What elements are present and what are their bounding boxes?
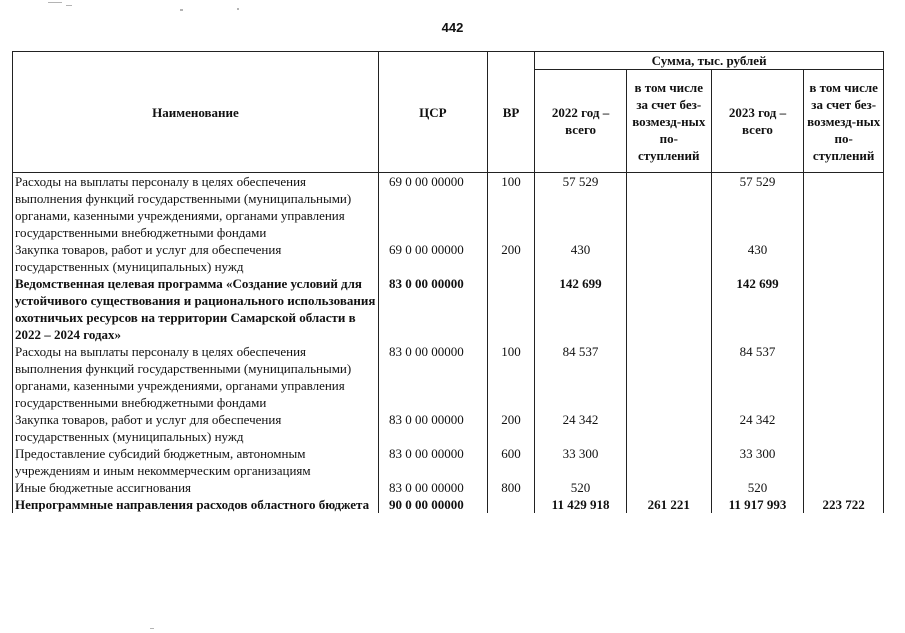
row-csr: 69 0 00 00000 [378, 173, 487, 242]
table-row [13, 173, 884, 242]
row-vr: 200 [487, 411, 534, 445]
row-csr: 83 0 00 00000 [378, 445, 487, 479]
table-row [13, 411, 884, 445]
row-2022-total: 520 [535, 479, 627, 496]
scan-artifact [66, 5, 72, 6]
row-2022-gratis: 261 221 [626, 496, 711, 514]
row-name: Закупка товаров, работ и услуг для обеспечения государственных (муниципальных) нужд [13, 411, 379, 445]
table-row [13, 479, 884, 496]
row-2022-gratis [626, 343, 711, 411]
row-2022-total: 84 537 [535, 343, 627, 411]
row-2023-total: 430 [711, 241, 804, 275]
row-vr: 100 [487, 173, 534, 242]
table-row [13, 445, 884, 479]
row-vr: 100 [487, 343, 534, 411]
row-2022-gratis [626, 445, 711, 479]
row-2022-total: 57 529 [535, 173, 627, 242]
row-name: Предоставление субсидий бюджетным, автономным учреждениям и иным некоммерческим организациям [13, 445, 379, 479]
table-row [13, 241, 884, 275]
row-vr [487, 496, 534, 514]
row-2022-gratis [626, 411, 711, 445]
row-2022-total: 430 [535, 241, 627, 275]
row-vr: 200 [487, 241, 534, 275]
header-name: Наименование [13, 52, 379, 173]
budget-table [12, 51, 884, 514]
row-csr: 69 0 00 00000 [378, 241, 487, 275]
row-name: Закупка товаров, работ и услуг для обеспечения государственных (муниципальных) нужд [13, 241, 379, 275]
row-2023-total: 33 300 [711, 445, 804, 479]
row-csr: 83 0 00 00000 [378, 343, 487, 411]
row-2023-total: 84 537 [711, 343, 804, 411]
row-2022-gratis [626, 241, 711, 275]
row-2023-gratis [804, 275, 884, 343]
row-2023-gratis [804, 173, 884, 242]
row-name: Расходы на выплаты персоналу в целях обеспечения выполнения функций государственными (муниципальными) органами, казенными учреждениями, органами управления государственными внебюджетными фондами [13, 343, 379, 411]
scan-artifact [48, 2, 62, 3]
row-2022-gratis [626, 173, 711, 242]
row-2022-total: 24 342 [535, 411, 627, 445]
row-vr [487, 275, 534, 343]
header-2022-gratis: в том числе за счет без-возмезд-ных по-ступлений [626, 70, 711, 173]
table-row [13, 496, 884, 514]
header-vr: ВР [487, 52, 534, 173]
header-csr: ЦСР [378, 52, 487, 173]
scan-artifact [237, 8, 239, 10]
row-name: Ведомственная целевая программа «Создание условий для устойчивого существования и рационального использования охотничьих ресурсов на территории Самарской области в 2022 – 2024 годах» [13, 275, 379, 343]
row-2023-gratis [804, 479, 884, 496]
row-2022-gratis [626, 479, 711, 496]
row-2023-gratis: 223 722 [804, 496, 884, 514]
row-2023-total: 11 917 993 [711, 496, 804, 514]
row-2023-total: 520 [711, 479, 804, 496]
row-vr: 800 [487, 479, 534, 496]
row-2023-gratis [804, 241, 884, 275]
row-2023-gratis [804, 343, 884, 411]
row-2023-gratis [804, 445, 884, 479]
page-number: 442 [441, 20, 464, 35]
row-2023-total: 57 529 [711, 173, 804, 242]
row-name: Расходы на выплаты персоналу в целях обеспечения выполнения функций государственными (муниципальными) органами, казенными учреждениями, органами управления государственными внебюджетными фондами [13, 173, 379, 242]
row-2023-gratis [804, 411, 884, 445]
row-2023-total: 142 699 [711, 275, 804, 343]
row-csr: 90 0 00 00000 [378, 496, 487, 514]
header-2022-total: 2022 год – всего [535, 70, 627, 173]
header-2023-gratis: в том числе за счет без-возмезд-ных по-ступлений [804, 70, 884, 173]
header-sum-group: Сумма, тыс. рублей [535, 52, 884, 70]
row-vr: 600 [487, 445, 534, 479]
row-2022-total: 142 699 [535, 275, 627, 343]
row-2022-total: 33 300 [535, 445, 627, 479]
row-name: Непрограммные направления расходов областного бюджета [13, 496, 379, 514]
header-2023-total: 2023 год – всего [711, 70, 804, 173]
table-row [13, 275, 884, 343]
row-csr: 83 0 00 00000 [378, 479, 487, 496]
row-csr: 83 0 00 00000 [378, 275, 487, 343]
table-row [13, 343, 884, 411]
row-2022-gratis [626, 275, 711, 343]
row-name: Иные бюджетные ассигнования [13, 479, 379, 496]
row-2023-total: 24 342 [711, 411, 804, 445]
scan-artifact [180, 9, 183, 11]
row-csr: 83 0 00 00000 [378, 411, 487, 445]
scan-artifact [150, 628, 154, 629]
row-2022-total: 11 429 918 [535, 496, 627, 514]
